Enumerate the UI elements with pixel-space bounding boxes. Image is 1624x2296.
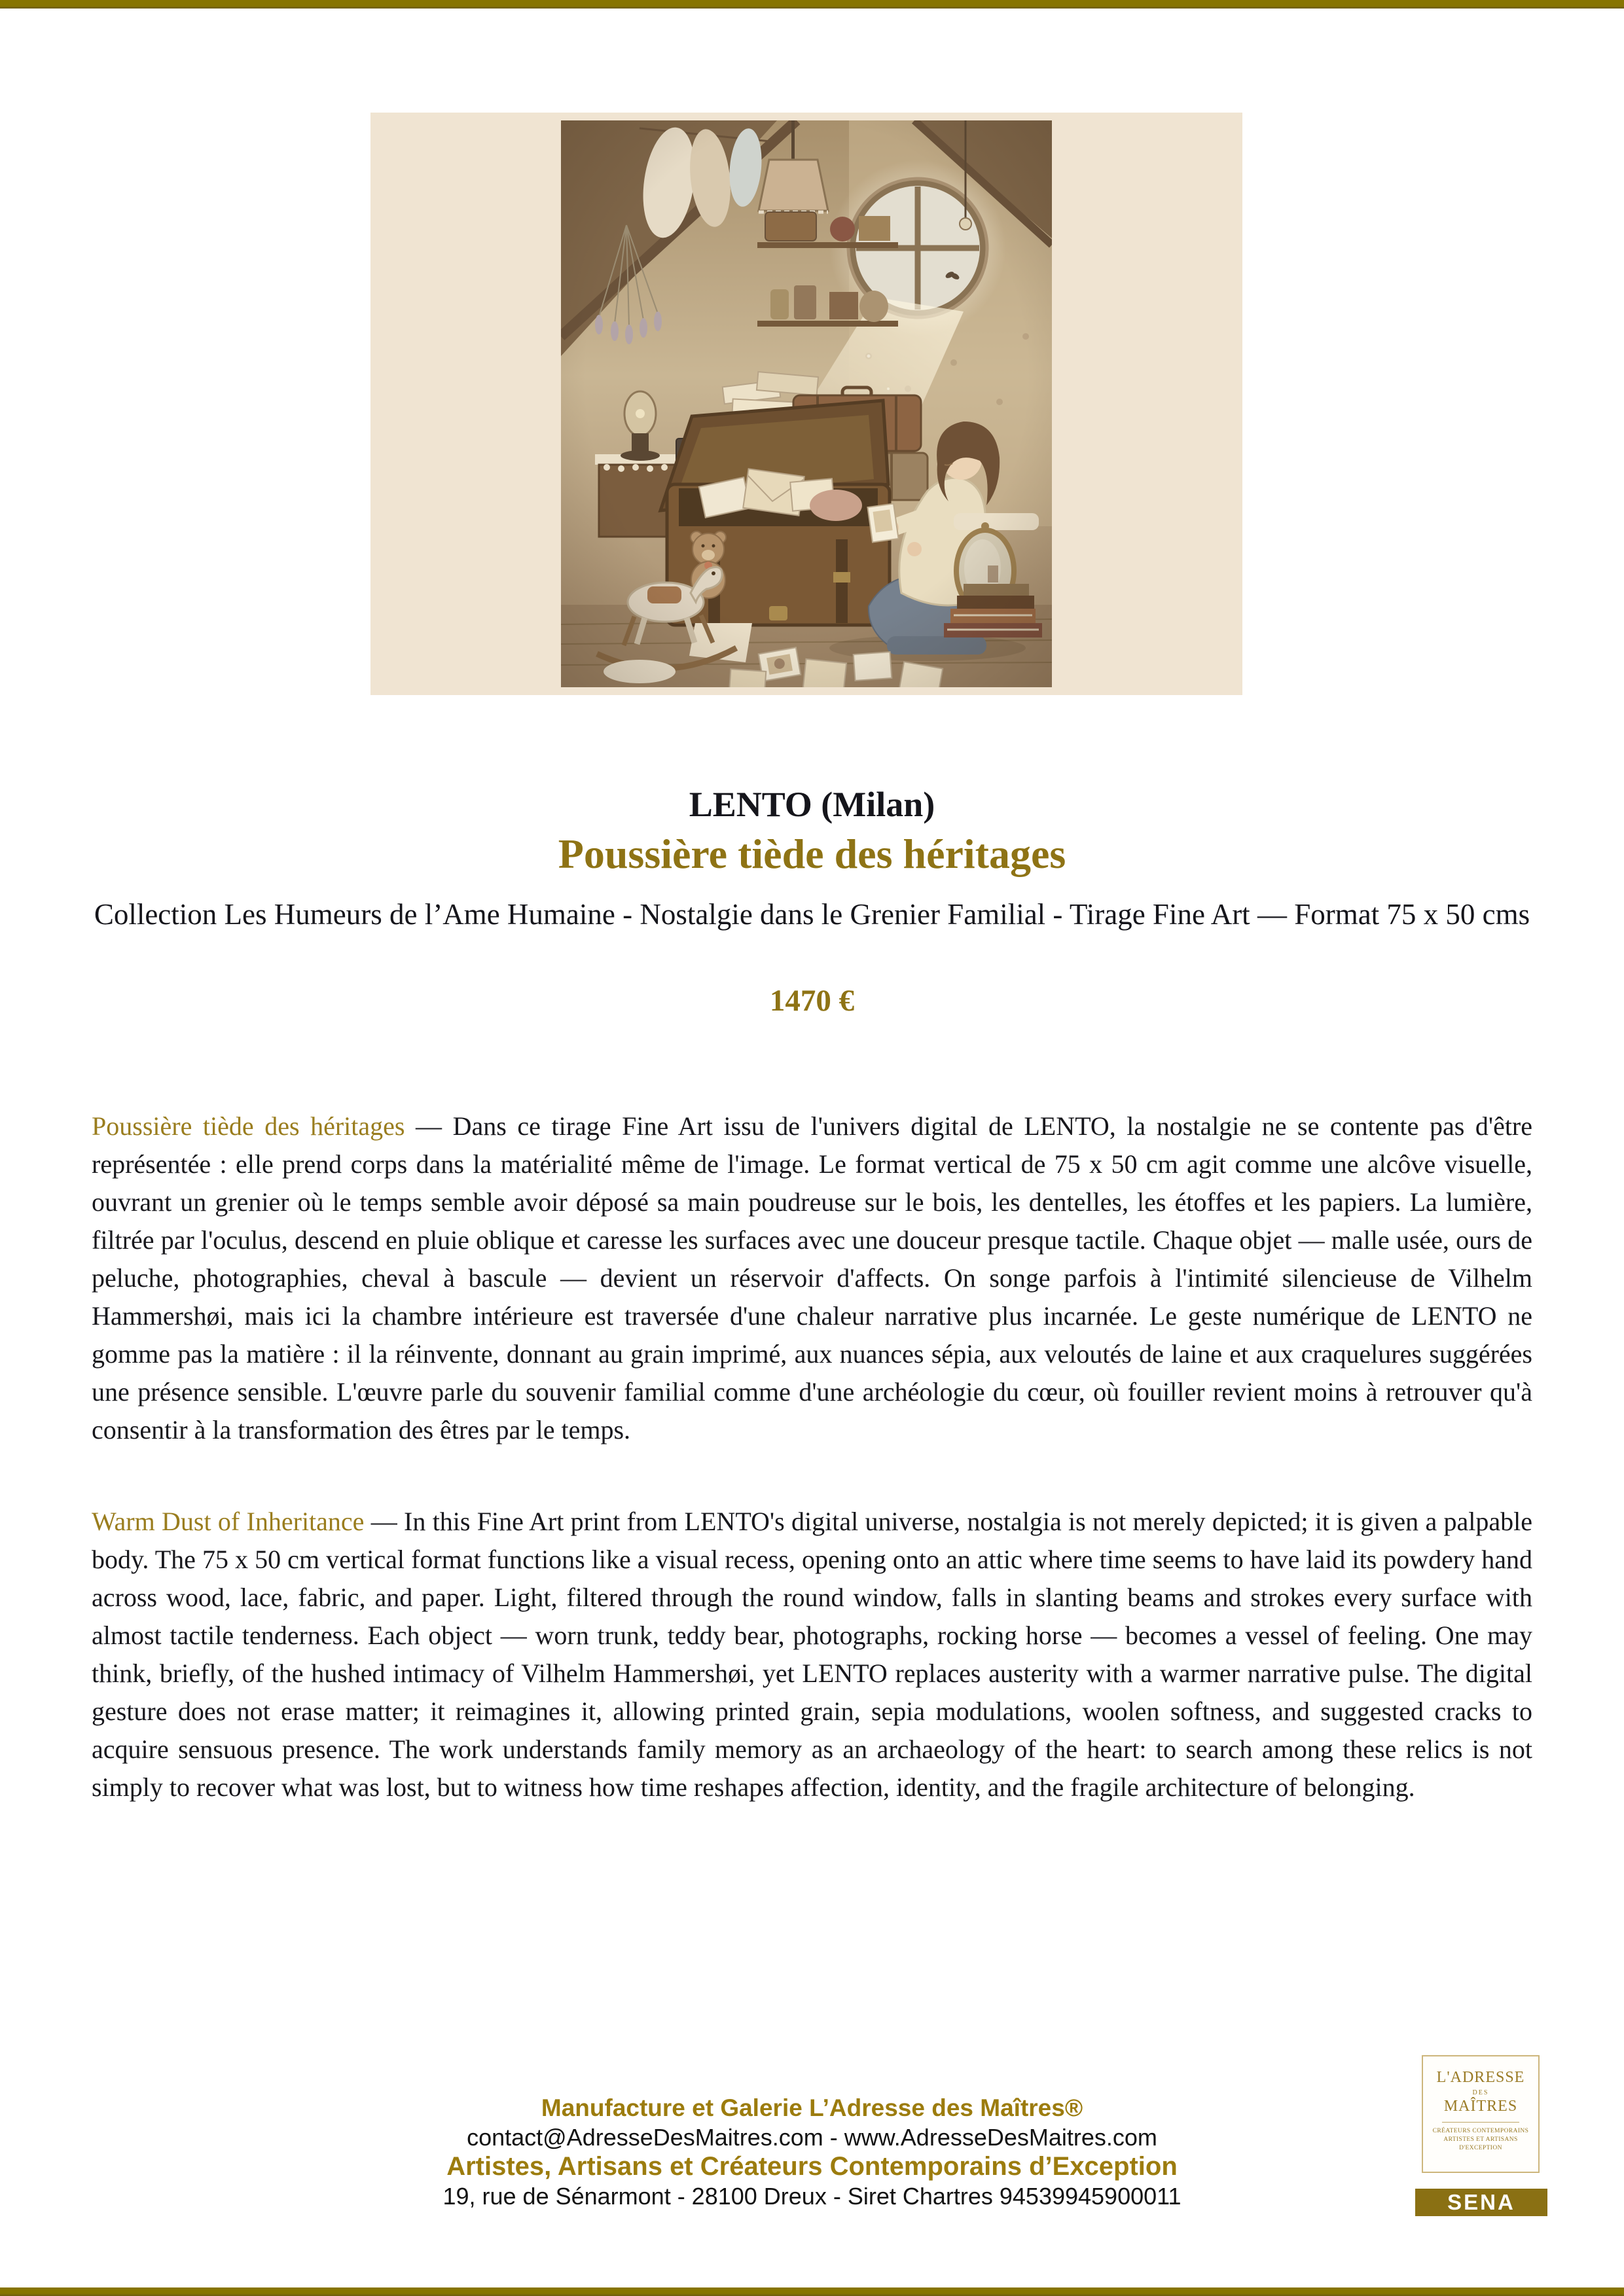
- artwork-title: Poussière tiède des héritages: [558, 831, 1066, 877]
- footer: [0, 2093, 1624, 2211]
- description-english: [92, 1503, 1532, 1806]
- footer-address-siret: 19, rue de Sénarmont - 28100 Dreux - Siret Chartres 94539945900011: [442, 2183, 1182, 2210]
- description-english-lead: Warm Dust of Inheritance: [92, 1507, 365, 1536]
- footer-contact-line: contact@AdresseDesMaitres.com - www.AdresseDesMaitres.com: [467, 2124, 1157, 2151]
- footer-tagline: Artistes, Artisans et Créateurs Contemporains d’Exception: [446, 2152, 1178, 2181]
- description-french: [92, 1107, 1532, 1449]
- artwork-illustration: [561, 120, 1052, 687]
- artwork-panel: [370, 113, 1242, 695]
- description-english-body: — In this Fine Art print from LENTO's digital universe, nostalgia is not merely depicted; it is given a palpable body. The 75 x 50 cm vertical format functions like a visual recess, opening onto an attic where time seems to have laid its powdery hand across wood, lace, fabric, and paper. Light, filtered through the round window, falls in slanting beams and strokes every surface with almost tactile tenderness. Each object — worn trunk, teddy bear, photographs, rocking horse — becomes a vessel of feeling. One may think, briefly, of the hushed intimacy of Vilhelm Hammershøi, yet LENTO replaces austerity with a warmer narrative pulse. The digital gesture does not erase matter; it reimagines it, allowing printed grain, sepia modulations, woolen softness, and suggested cracks to acquire sensuous presence. The work understands family memory as an archaeology of the heart: to search among these relics is not simply to recover what was lost, but to witness how time reshapes affection, identity, and the fragile architecture of belonging.: [92, 1507, 1532, 1802]
- artwork-subtitle: Collection Les Humeurs de l’Ame Humaine - Nostalgie dans le Grenier Familial - Tirage Fine Art — Format 75 x 50 cms: [94, 898, 1530, 931]
- logo-line-maitres: MAÎTRES: [1443, 2098, 1518, 2115]
- logo-subline-2: ARTISTES ET ARTISANS: [1443, 2136, 1518, 2143]
- top-border-bar: [0, 0, 1624, 9]
- bottom-border-bar: [0, 2287, 1624, 2296]
- footer-gallery-name: Manufacture et Galerie L’Adresse des Maîtres®: [541, 2094, 1083, 2121]
- description-french-body: — Dans ce tirage Fine Art issu de l'univers digital de LENTO, la nostalgie ne se contente pas d'être représentée : elle prend corps dans la matérialité même de l'image. Le format vertical de 75 x 50 cm agit comme une alcôve visuelle, ouvrant un grenier où le temps semble avoir déposé sa main poudreuse sur le bois, les dentelles, les étoffes et les papiers. La lumière, filtrée par l'oculus, descend en pluie oblique et caresse les surfaces avec une douceur presque tactile. Chaque objet — malle usée, ours de peluche, photographies, cheval à bascule — devient un réservoir d'affects. On songe parfois à l'intimité silencieuse de Vilhelm Hammershøi, mais ici la chambre intérieure est traversée d'une chaleur narrative plus incarnée. Le geste numérique de LENTO ne gomme pas la matière : il la réinvente, donnant au grain imprimé, aux nuances sépia, aux veloutés de laine et aux craquelures suggérées une présence sensible. L'œuvre parle du souvenir familial comme d'une archéologie du cœur, où fouiller revient moins à retrouver qu'à consentir à la transformation des êtres par le temps.: [92, 1111, 1533, 1444]
- artwork-price: 1470 €: [769, 984, 855, 1018]
- logo-subline-3: D'EXCEPTION: [1459, 2145, 1502, 2151]
- logo-line-des: DES: [1472, 2089, 1489, 2096]
- logo-divider: [1442, 2122, 1519, 2123]
- logo-line-adresse: L'ADRESSE: [1436, 2069, 1525, 2086]
- artist-name: LENTO (Milan): [689, 785, 935, 824]
- gallery-logo: [1422, 2055, 1540, 2173]
- logo-subline-1: CRÉATEURS CONTEMPORAINS: [1432, 2128, 1529, 2134]
- sena-badge: SENA: [1415, 2189, 1547, 2216]
- description-french-lead: Poussière tiède des héritages: [92, 1111, 405, 1141]
